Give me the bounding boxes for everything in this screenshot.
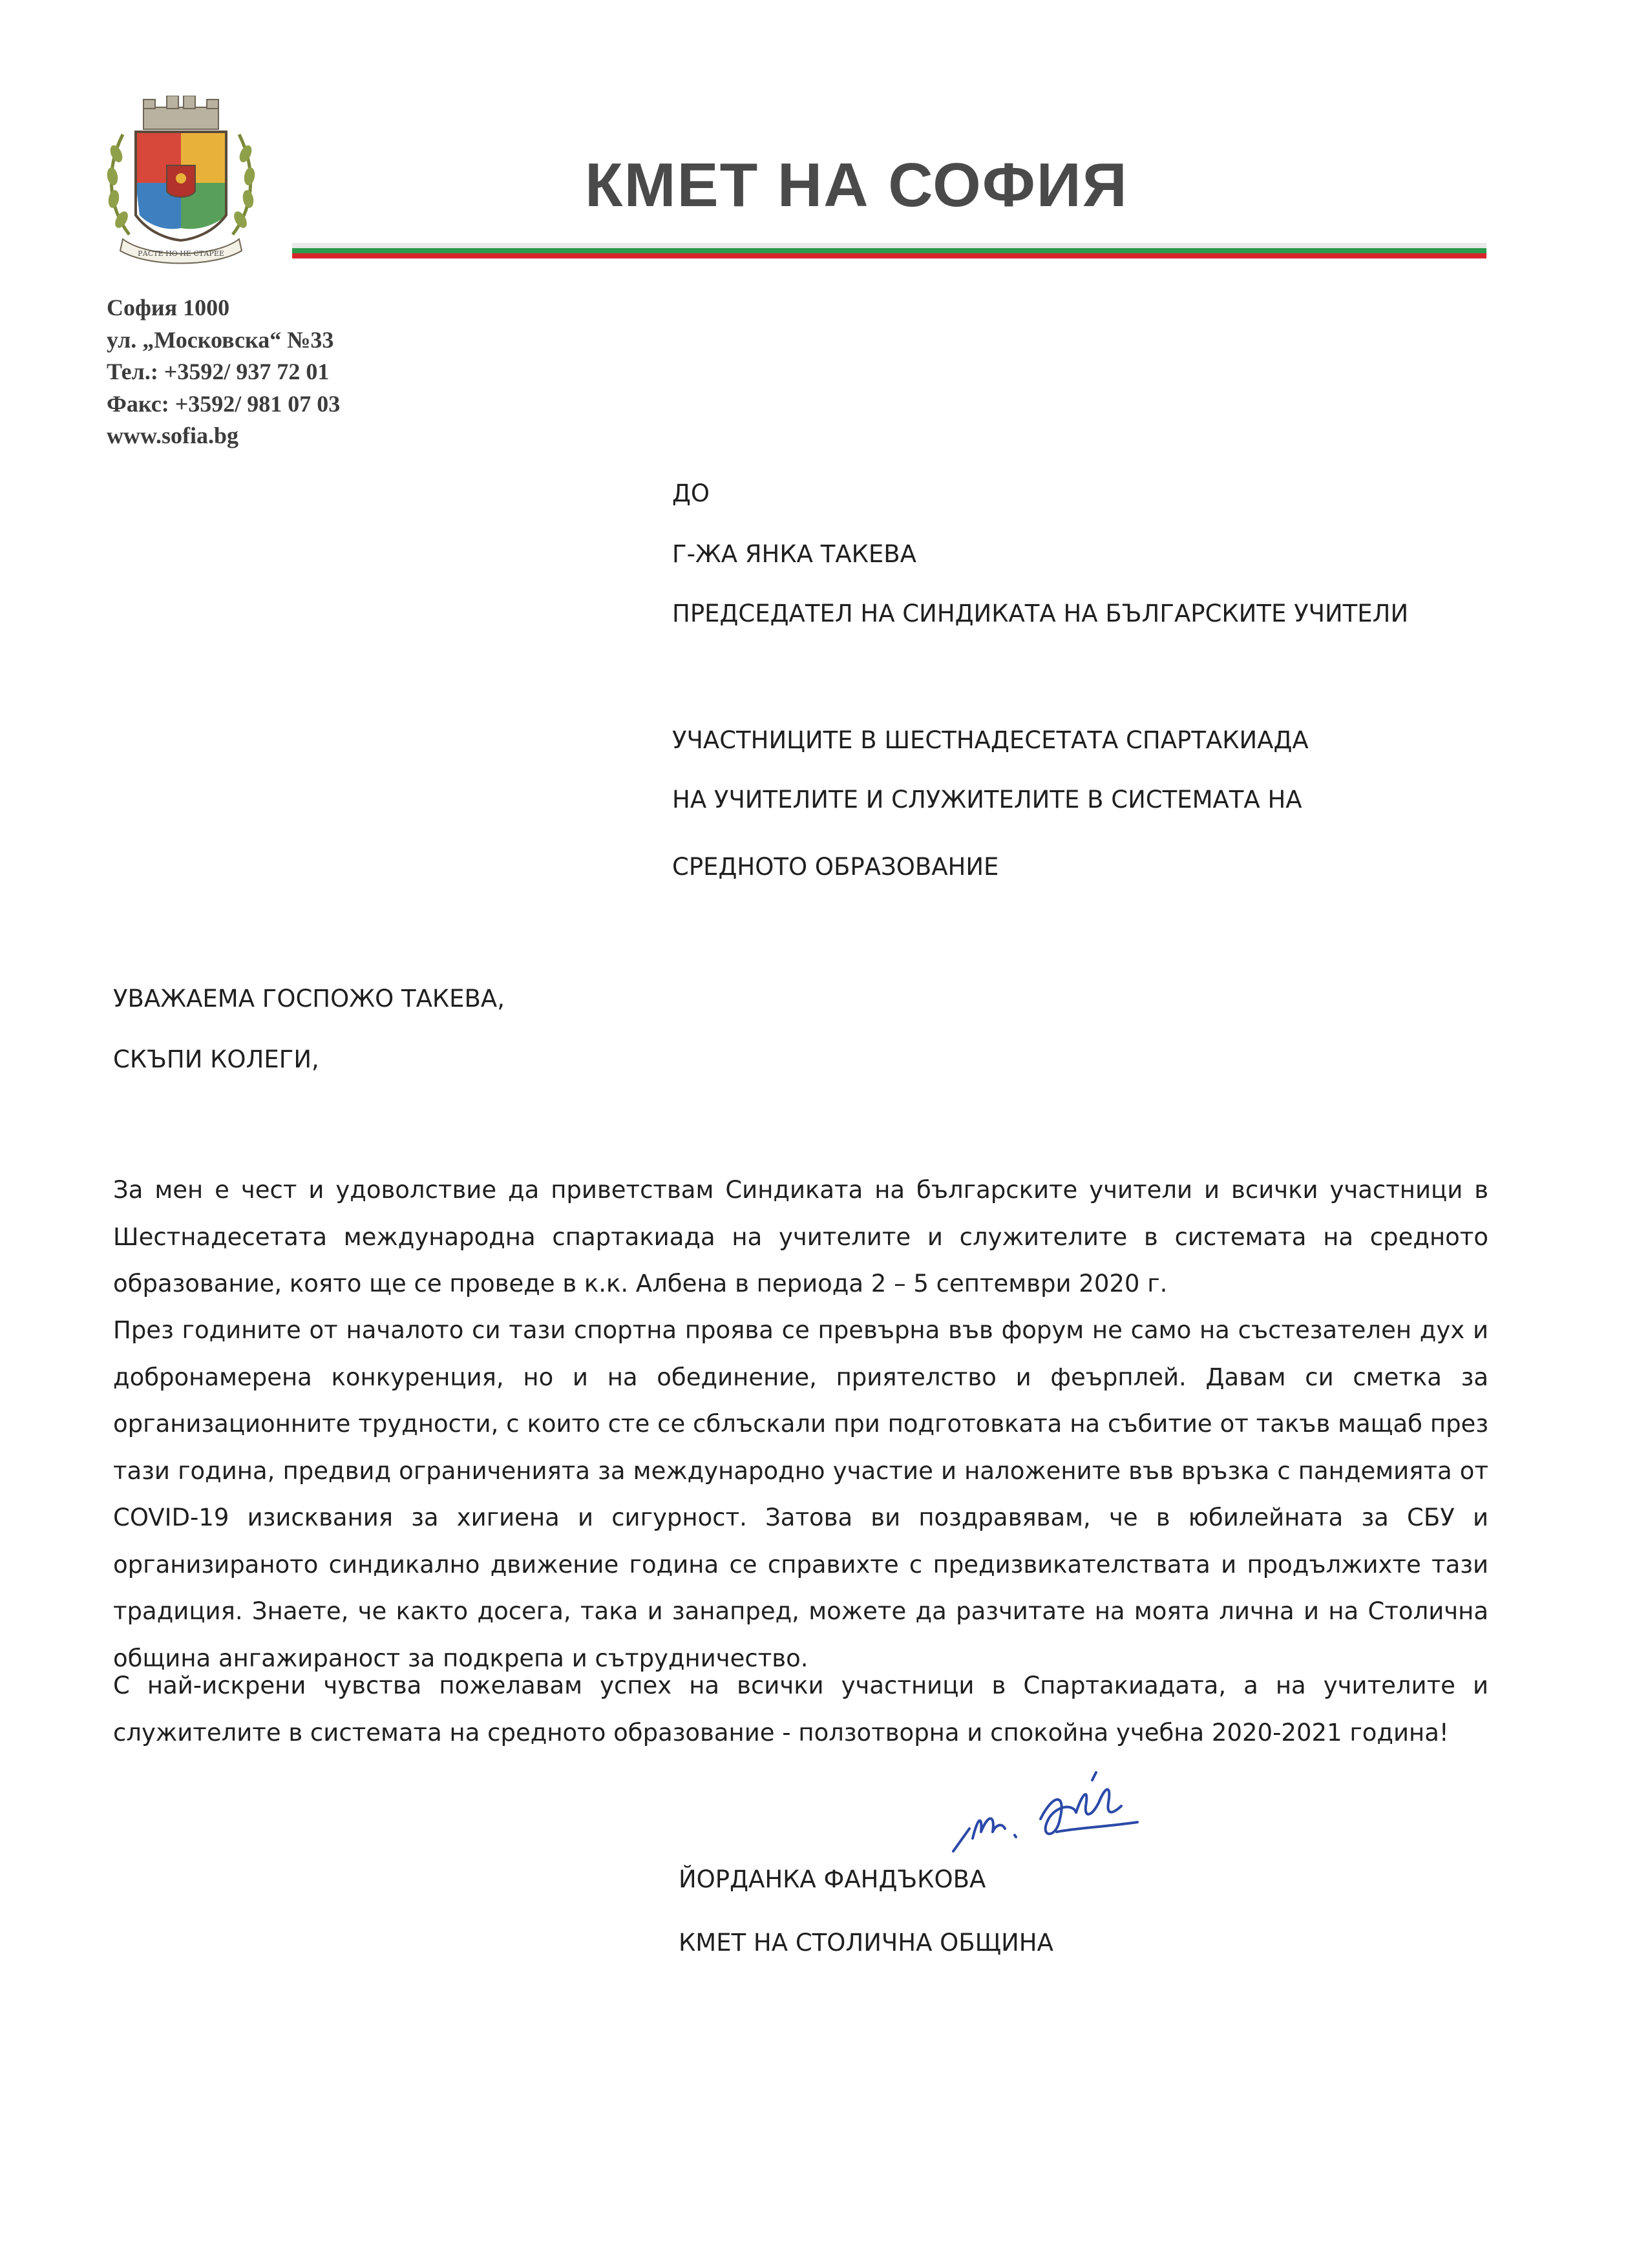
recipient-name: Г-ЖА ЯНКА ТАКЕВА xyxy=(672,540,916,568)
tricolor-red-stripe xyxy=(292,253,1486,258)
tricolor-green-stripe xyxy=(292,248,1486,253)
tricolor-rule xyxy=(292,243,1486,258)
address-street: ул. „Московска“ №33 xyxy=(107,326,334,353)
letterhead-title: КМЕТ НА СОФИЯ xyxy=(585,151,1128,220)
recipient-to: ДО xyxy=(672,479,710,507)
signatory-title: КМЕТ НА СТОЛИЧНА ОБЩИНА xyxy=(679,1929,1053,1957)
recipient-group-line: УЧАСТНИЦИТЕ В ШЕСТНАДЕСЕТАТА СПАРТАКИАДА xyxy=(672,726,1309,754)
address-phone: Тел.: +3592/ 937 72 01 xyxy=(107,359,330,384)
svg-text:РАСТЕ НО НЕ СТАРЕЕ: РАСТЕ НО НЕ СТАРЕЕ xyxy=(138,249,224,258)
salutation: СКЪПИ КОЛЕГИ, xyxy=(113,1045,319,1073)
tricolor-white-stripe xyxy=(292,243,1486,248)
recipient-position: ПРЕДСЕДАТЕЛ НА СИНДИКАТА НА БЪЛГАРСКИТЕ УЧИТЕЛИ xyxy=(672,600,1409,627)
sender-address xyxy=(107,292,340,452)
recipient-group-line: НА УЧИТЕЛИТЕ И СЛУЖИТЕЛИТЕ В СИСТЕМАТА НА xyxy=(672,786,1302,814)
handwritten-signature xyxy=(944,1767,1170,1864)
body-paragraph: За мен е чест и удоволствие да приветствам Синдиката на българските учители и всички участници в Шестнадесетата международна спартакиада на учителите и служителите в системата на средното образование, която ще се проведе в к.к. Албена в периода 2 – 5 септември 2020 г. xyxy=(113,1176,1488,1297)
address-website: www.sofia.bg xyxy=(107,423,239,448)
salutation: УВАЖАЕМА ГОСПОЖО ТАКЕВА, xyxy=(113,985,505,1013)
signatory-name: ЙОРДАНКА ФАНДЪКОВА xyxy=(679,1865,986,1893)
recipient-group-line: СРЕДНОТО ОБРАЗОВАНИЕ xyxy=(672,853,999,881)
address-city: София 1000 xyxy=(107,295,230,320)
address-fax: Факс: +3592/ 981 07 03 xyxy=(107,390,341,417)
body-paragraph: С най-искрени чувства пожелавам успех на всички участници в Спартакиадата, а на учителите и служителите в системата на средното образование - ползотворна и спокойна учебна 2020-2021 година! xyxy=(113,1672,1488,1747)
body-paragraph: През годините от началото си тази спортна проява се превърна във форум не само на състезателен дух и добронамерена конкуренция, но и на обединение, приятелство и феърплей. Давам си сметка за организационните трудности, с които сте се сблъскали при подготовката на събитие от такъв мащаб през тази година, предвид ограниченията за международно участие и наложените във връзка с пандемията от COVID-19 изисквания за хигиена и сигурност. Затова ви поздравявам, че в юбилейната за СБУ и организираното синдикално движение година се справихте с предизвикателствата и продължихте тази традиция. Знаете, че както досега, така и занапред, можете да разчитате на моята лична и на Столична община ангажираност за подкрепа и сътрудничество. xyxy=(113,1316,1488,1672)
sofia-coat-of-arms-icon xyxy=(103,96,259,265)
